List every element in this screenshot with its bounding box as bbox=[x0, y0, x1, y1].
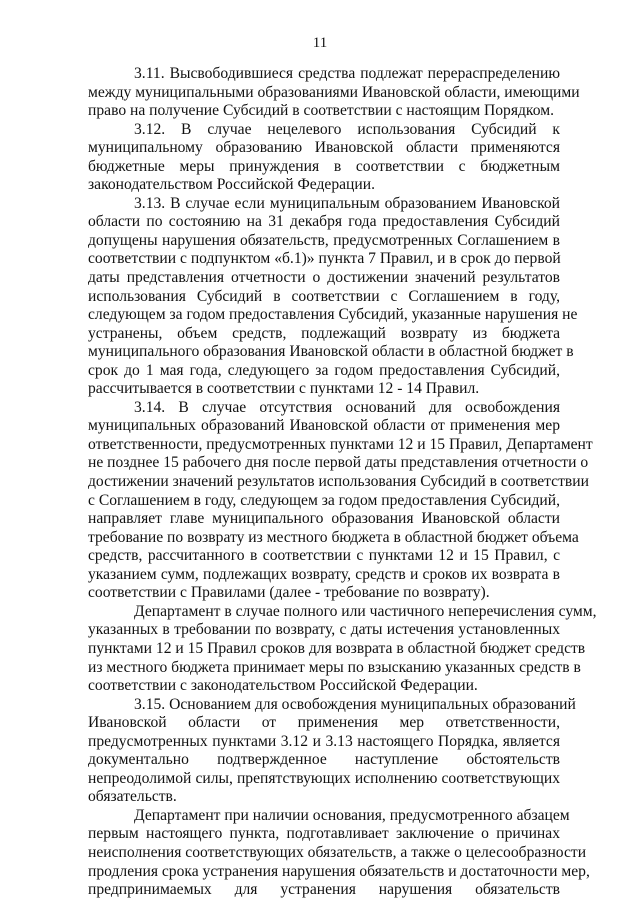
text-line: средств, рассчитанного в соответствии с пунктами 12 и 15 Правил, с bbox=[88, 547, 560, 565]
text-line: пунктами 12 и 15 Правил сроков для возврата в областной бюджет средств bbox=[88, 639, 586, 657]
text-line: срок до 1 мая года, следующего за годом предоставления Субсидий, bbox=[88, 361, 560, 379]
text-line: использования Субсидий в соответствии с Соглашением в году, bbox=[88, 287, 560, 305]
text-line: бюджетные меры принуждения в соответствии с бюджетным bbox=[88, 157, 560, 175]
text-line: ответственности, предусмотренных пунктами 12 и 15 Правил, Департамент bbox=[88, 435, 593, 453]
text-line: Департамент в случае полного или частичного неперечисления сумм, bbox=[134, 602, 597, 620]
text-line: предпринимаемых для устранения нарушения обязательств bbox=[88, 881, 560, 899]
text-line: указанных в требовании по возврату, с даты истечения установленных bbox=[88, 621, 560, 639]
document-body bbox=[88, 65, 597, 900]
text-line: 3.12. В случае нецелевого использования Субсидий к bbox=[134, 120, 560, 138]
text-line: достижении значений результатов использования Субсидий в соответствии bbox=[88, 473, 589, 491]
paragraph-3-15-b bbox=[88, 806, 590, 900]
text-line: не позднее 15 рабочего дня после первой даты представления отчетности о bbox=[88, 454, 589, 472]
text-line: из местного бюджета принимает меры по взысканию указанных средств в bbox=[88, 658, 581, 676]
text-line: указанием сумм, подлежащих возврату, средств и сроков их возврата в bbox=[88, 565, 560, 583]
text-line: 3.11. Высвободившиеся средства подлежат перераспределению bbox=[134, 65, 560, 82]
text-line: продления срока устранения нарушения обязательств и достаточности мер, bbox=[88, 862, 590, 880]
text-line: 3.13. В случае если муниципальным образованием Ивановской bbox=[134, 194, 560, 212]
text-line: требование по возврату из местного бюджета в областной бюджет объема bbox=[88, 528, 579, 546]
text-line: соответствии с законодательством Российской Федерации. bbox=[88, 677, 478, 695]
text-line: следующем за годом предоставления Субсидий, указанные нарушения не bbox=[88, 306, 578, 324]
text-line: соответствии с подпунктом «б.1)» пункта 7 Правил, и в срок до первой bbox=[88, 250, 561, 268]
paragraph-3-15 bbox=[88, 695, 576, 807]
text-line: неисполнения соответствующих обязательств, а также о целесообразности bbox=[88, 843, 587, 861]
text-line: Департамент при наличии основания, предусмотренного абзацем bbox=[134, 806, 570, 824]
text-line: предусмотренных пунктами 3.12 и 3.13 настоящего Порядка, является bbox=[88, 732, 560, 750]
paragraph-3-14-b bbox=[88, 602, 597, 696]
paragraph-3-11 bbox=[88, 65, 580, 121]
text-line: первым настоящего пункта, подготавливает заключение о причинах bbox=[88, 825, 560, 843]
text-line: 3.15. Основанием для освобождения муниципальных образований bbox=[134, 695, 576, 713]
text-line: соответствии с Правилами (далее - требование по возврату). bbox=[88, 584, 490, 602]
text-line: устранены, объем средств, подлежащий возврату из бюджета bbox=[88, 324, 560, 342]
text-line: документально подтвержденное наступление обстоятельств bbox=[88, 751, 560, 769]
paragraph-3-13 bbox=[88, 194, 578, 399]
text-line: муниципального образования Ивановской области в областной бюджет в bbox=[88, 343, 574, 361]
text-line: законодательством Российской Федерации. bbox=[88, 176, 375, 194]
paragraph-3-14 bbox=[88, 398, 593, 603]
text-line: даты представления отчетности о достижении значений результатов bbox=[88, 269, 560, 287]
text-line: муниципальных образований Ивановской области от применения мер bbox=[88, 417, 560, 435]
text-line: допущены нарушения обязательств, предусмотренных Соглашением в bbox=[88, 231, 560, 249]
text-line: между муниципальными образованиями Ивановской области, имеющими bbox=[88, 83, 580, 101]
text-line: рассчитывается в соответствии с пунктами 12 - 14 Правил. bbox=[88, 380, 480, 398]
text-line: обязательств. bbox=[88, 788, 177, 806]
text-line: с Соглашением в году, следующем за годом предоставления Субсидий, bbox=[88, 491, 561, 509]
text-line: Ивановской области от применения мер ответственности, bbox=[88, 714, 560, 732]
paragraph-3-12 bbox=[88, 121, 560, 195]
text-line: муниципальному образованию Ивановской области применяются bbox=[88, 139, 560, 157]
text-line: направляет главе муниципального образования Ивановской области bbox=[88, 510, 560, 528]
text-line: право на получение Субсидий в соответствии с настоящим Порядком. bbox=[88, 102, 554, 120]
text-line: 3.14. В случае отсутствия оснований для освобождения bbox=[134, 398, 560, 416]
text-line: непреодолимой силы, препятствующих исполнению соответствующих bbox=[88, 769, 560, 787]
text-line: области по состоянию на 31 декабря года предоставления Субсидий bbox=[88, 213, 560, 231]
page-number: 11 bbox=[312, 35, 328, 51]
